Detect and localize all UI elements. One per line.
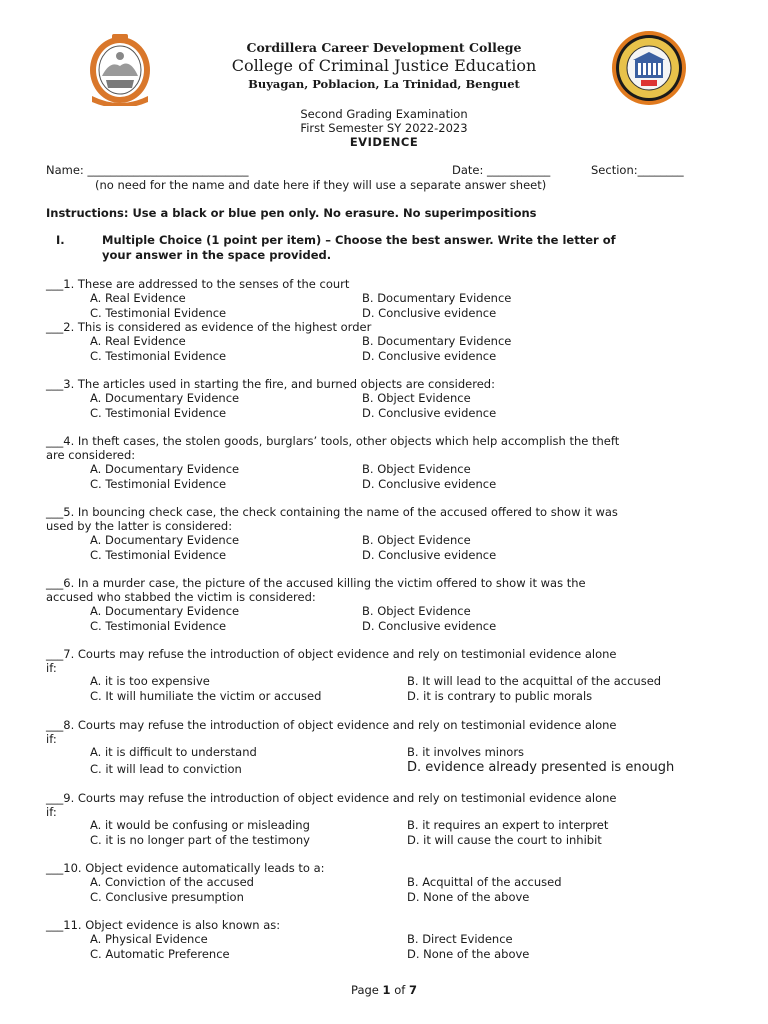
instructions: Instructions: Use a black or blue pen only. No erasure. No superimpositions [46,206,537,220]
q11-option-b: B. Direct Evidence [407,932,513,946]
question-11[interactable]: ___11. Object evidence is also known as: [46,918,281,932]
q3-option-b: B. Object Evidence [362,391,471,405]
q2-option-a: A. Real Evidence [90,334,186,348]
question-1[interactable]: ___1. These are addressed to the senses of the court [46,277,350,291]
q3-option-d: D. Conclusive evidence [362,406,497,420]
q2-option-b: B. Documentary Evidence [362,334,512,348]
name-field[interactable]: Name: ____________________________ [46,163,249,177]
q3-option-a: A. Documentary Evidence [90,391,240,405]
subject-title: EVIDENCE [349,135,419,149]
part-title-line1: Multiple Choice (1 point per item) – Choose the best answer. Write the letter of [102,233,616,247]
question-4-cont: are considered: [46,448,136,462]
page-current: 1 [382,983,391,997]
question-8[interactable]: ___8. Courts may refuse the introduction of object evidence and rely on testimonial evidence alone [46,718,617,732]
question-3[interactable]: ___3. The articles used in starting the fire, and burned objects are considered: [46,377,495,391]
q5-option-d: D. Conclusive evidence [362,548,497,562]
q10-option-b: B. Acquittal of the accused [407,875,562,889]
q1-option-b: B. Documentary Evidence [362,291,512,305]
question-9[interactable]: ___9. Courts may refuse the introduction of object evidence and rely on testimonial evidence alone [46,791,617,805]
page-number [0,983,768,997]
question-7-cont: if: [46,661,57,675]
question-2[interactable]: ___2. This is considered as evidence of the highest order [46,320,372,334]
date-field[interactable]: Date: ___________ [452,163,551,177]
q2-option-d: D. Conclusive evidence [362,349,497,363]
q9-option-a: A. it would be confusing or misleading [90,818,310,832]
page-middle: of [390,983,409,997]
q7-option-b: B. It will lead to the acquittal of the accused [407,674,662,688]
q6-option-d: D. Conclusive evidence [362,619,497,633]
q3-option-c: C. Testimonial Evidence [90,406,227,420]
q10-option-d: D. None of the above [407,890,530,904]
q1-option-a: A. Real Evidence [90,291,186,305]
question-4[interactable]: ___4. In theft cases, the stolen goods, burglars’ tools, other objects which help accomplish the theft [46,434,620,448]
q9-option-d: D. it will cause the court to inhibit [407,833,602,847]
part-title-line2: your answer in the space provided. [102,248,332,262]
q5-option-a: A. Documentary Evidence [90,533,240,547]
q4-option-a: A. Documentary Evidence [90,462,240,476]
page-prefix: Page [351,983,383,997]
q11-option-c: C. Automatic Preference [90,947,230,961]
answer-sheet-note: (no need for the name and date here if they will use a separate answer sheet) [95,178,547,192]
semester-label: First Semester SY 2022-2023 [300,121,468,135]
q11-option-d: D. None of the above [407,947,530,961]
q8-option-a: A. it is difficult to understand [90,745,257,759]
q2-option-c: C. Testimonial Evidence [90,349,227,363]
q9-option-b: B. it requires an expert to interpret [407,818,609,832]
exam-title: Second Grading Examination [300,107,468,121]
college-name: College of Criminal Justice Education [231,56,537,75]
q7-option-a: A. it is too expensive [90,674,210,688]
q8-option-b: B. it involves minors [407,745,525,759]
school-address: Buyagan, Poblacion, La Trinidad, Benguet [248,77,520,91]
q10-option-a: A. Conviction of the accused [90,875,254,889]
question-5[interactable]: ___5. In bouncing check case, the check containing the name of the accused offered to show it was [46,505,618,519]
part-numeral: I. [56,233,65,247]
question-5-cont: used by the latter is considered: [46,519,233,533]
q6-option-b: B. Object Evidence [362,604,471,618]
q9-option-c: C. it is no longer part of the testimony [90,833,310,847]
q1-option-c: C. Testimonial Evidence [90,306,227,320]
q4-option-c: C. Testimonial Evidence [90,477,227,491]
page-total: 7 [408,983,417,997]
q5-option-c: C. Testimonial Evidence [90,548,227,562]
q4-option-d: D. Conclusive evidence [362,477,497,491]
q4-option-b: B. Object Evidence [362,462,471,476]
q1-option-d: D. Conclusive evidence [362,306,497,320]
q7-option-d: D. it is contrary to public morals [407,689,593,703]
q11-option-a: A. Physical Evidence [90,932,208,946]
question-9-cont: if: [46,805,57,819]
q5-option-b: B. Object Evidence [362,533,471,547]
section-field[interactable]: Section:________ [591,163,684,177]
school-name: Cordillera Career Development College [246,40,522,55]
q10-option-c: C. Conclusive presumption [90,890,244,904]
question-6[interactable]: ___6. In a murder case, the picture of the accused killing the victim offered to show it was the [46,576,586,590]
question-7[interactable]: ___7. Courts may refuse the introduction of object evidence and rely on testimonial evidence alone [46,647,617,661]
q6-option-a: A. Documentary Evidence [90,604,240,618]
q8-option-c: C. it will lead to conviction [90,762,242,776]
q8-option-d: D. evidence already presented is enough [407,760,675,775]
q7-option-c: C. It will humiliate the victim or accused [90,689,322,703]
question-8-cont: if: [46,732,57,746]
q6-option-c: C. Testimonial Evidence [90,619,227,633]
question-10[interactable]: ___10. Object evidence automatically leads to a: [46,861,325,875]
question-6-cont: accused who stabbed the victim is considered: [46,590,316,604]
